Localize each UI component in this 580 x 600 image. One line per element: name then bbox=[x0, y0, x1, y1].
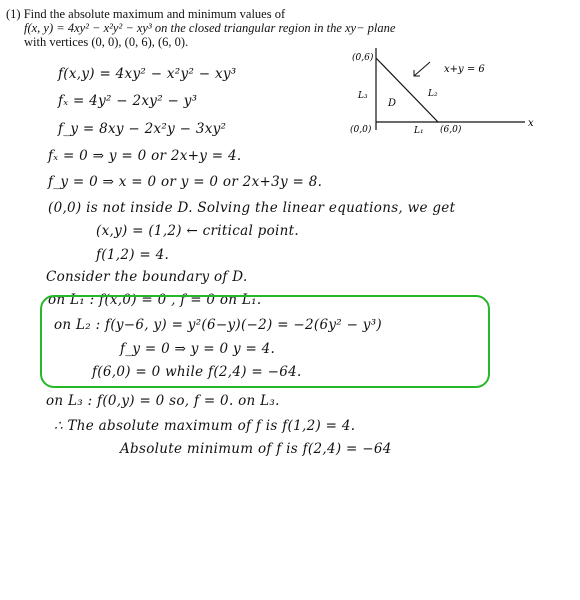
line-equation-label: x+y = 6 bbox=[444, 64, 485, 75]
fx-derivative: fₓ = 4y² − 2xy² − y³ bbox=[58, 93, 198, 109]
x-axis-label: x bbox=[528, 118, 534, 129]
boundary-note: Consider the boundary of D. bbox=[46, 269, 248, 285]
side-l3-label: L₃ bbox=[358, 91, 368, 101]
absolute-min: Absolute minimum of f is f(2,4) = −64 bbox=[120, 441, 392, 457]
triangle-diagram bbox=[350, 40, 550, 140]
absolute-max: ∴ The absolute maximum of f is f(1,2) = 4. bbox=[54, 418, 356, 434]
fy-derivative: f_y = 8xy − 2x²y − 3xy² bbox=[58, 121, 227, 137]
problem-number: (1) bbox=[6, 7, 21, 21]
problem-text-1: Find the absolute maximum and minimum values of bbox=[23, 7, 286, 21]
l2-values: f(6,0) = 0 while f(2,4) = −64. bbox=[92, 364, 302, 380]
fx-zero-condition: fₓ = 0 ⇒ y = 0 or 2x+y = 4. bbox=[48, 148, 242, 164]
arrow-line bbox=[414, 62, 430, 76]
problem-line-3: with vertices (0, 0), (0, 6), (6, 0). bbox=[24, 35, 189, 49]
vertex-top-label: (0,6) bbox=[352, 53, 374, 63]
on-l1-line: on L₁ : f(x,0) = 0 , f = 0 on L₁. bbox=[48, 292, 262, 308]
side-l2-label: L₂ bbox=[428, 89, 438, 99]
on-l2-line: on L₂ : f(y−6, y) = y²(6−y)(−2) = −2(6y² − y³) bbox=[54, 317, 383, 333]
vertex-right-label: (6,0) bbox=[440, 125, 462, 135]
fy-zero-on-l2: f_y = 0 ⇒ y = 0 y = 4. bbox=[120, 341, 276, 357]
region-d-label: D bbox=[388, 98, 397, 109]
f-at-critical: f(1,2) = 4. bbox=[96, 247, 170, 263]
fy-zero-condition: f_y = 0 ⇒ x = 0 or y = 0 or 2x+3y = 8. bbox=[48, 174, 323, 190]
critical-point: (x,y) = (1,2) ← critical point. bbox=[96, 223, 299, 239]
on-l3-line: on L₃ : f(0,y) = 0 so, f = 0. on L₃. bbox=[46, 393, 280, 409]
side-l1-label: L₁ bbox=[414, 126, 424, 136]
problem-line-1 bbox=[6, 7, 285, 21]
not-inside-note: (0,0) is not inside D. Solving the linear equations, we get bbox=[48, 200, 456, 216]
problem-line-2: f(x, y) = 4xy² − x²y² − xy³ on the closed triangular region in the xy− plane bbox=[24, 21, 396, 35]
vertex-origin-label: (0,0) bbox=[350, 125, 372, 135]
f-definition: f(x,y) = 4xy² − x²y² − xy³ bbox=[58, 66, 237, 82]
